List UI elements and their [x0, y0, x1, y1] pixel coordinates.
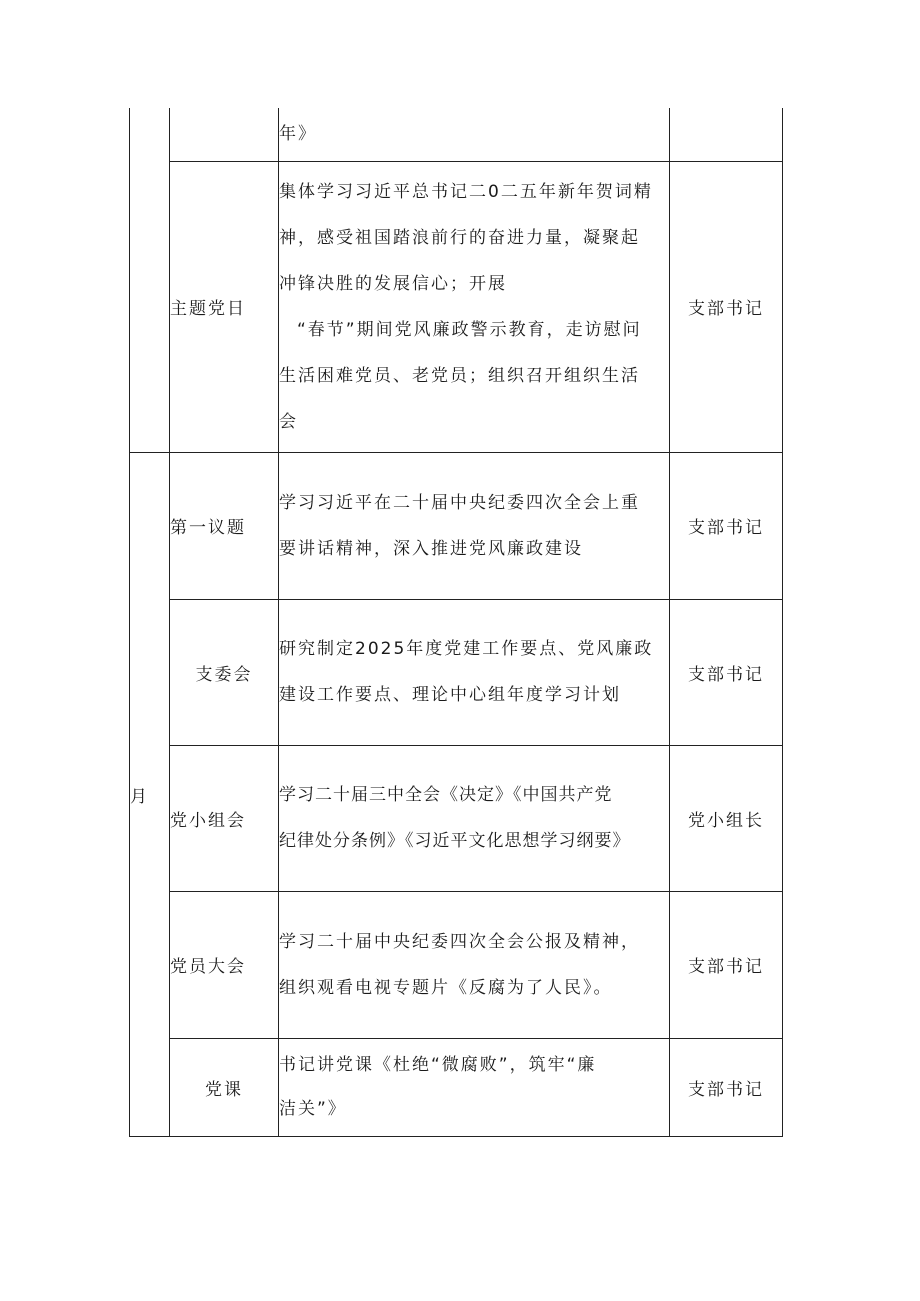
content-line: 学习二十届中央纪委四次全会公报及精神，	[279, 931, 640, 952]
responsible-cell: 党小组长	[670, 745, 783, 891]
content-line: “春节”期间党风廉政警示教育，走访慰问	[297, 319, 642, 340]
content-cell	[279, 745, 670, 891]
type-cell: 党课	[170, 1038, 279, 1136]
table-row	[130, 599, 783, 745]
responsible-cell: 支部书记	[670, 891, 783, 1038]
table-row	[130, 108, 783, 161]
table-row	[130, 452, 783, 599]
content-cell	[279, 161, 670, 452]
type-cell: 党小组会	[170, 745, 279, 891]
table-row	[130, 1038, 783, 1136]
month-cell-prev	[130, 108, 170, 452]
responsible-cell	[670, 108, 783, 161]
content-cell	[279, 891, 670, 1038]
responsible-cell: 支部书记	[670, 452, 783, 599]
responsible-cell: 支部书记	[670, 161, 783, 452]
table-row	[130, 745, 783, 891]
content-line: 冲锋决胜的发展信心；开展	[279, 273, 507, 294]
content-line: 纪律处分条例》《习近平文化思想学习纲要》	[279, 831, 631, 851]
type-cell	[170, 108, 279, 161]
content-line: 建设工作要点、理论中心组年度学习计划	[279, 685, 621, 705]
responsible-cell: 支部书记	[670, 599, 783, 745]
content-cell	[279, 452, 670, 599]
content-line: 书记讲党课《杜绝“微腐败”，筑牢“廉	[279, 1055, 597, 1075]
type-cell: 主题党日	[170, 161, 279, 452]
party-activity-plan-table	[129, 108, 783, 1137]
type-cell: 支委会	[170, 599, 279, 745]
month-cell: 月	[130, 452, 170, 1136]
content-line: 生活困难党员、老党员；组织召开组织生活	[279, 365, 640, 386]
content-line: 洁关”》	[279, 1099, 347, 1119]
content-line: 神，感受祖国踏浪前行的奋进力量，凝聚起	[279, 227, 640, 248]
type-cell: 第一议题	[170, 452, 279, 599]
content-line: 会	[279, 411, 298, 432]
responsible-cell: 支部书记	[670, 1038, 783, 1136]
content-cell	[279, 108, 670, 161]
content-line: 年》	[279, 124, 317, 145]
content-line: 研究制定2025年度党建工作要点、党风廉政	[279, 639, 654, 659]
table-row	[130, 891, 783, 1038]
table-row	[130, 161, 783, 452]
content-line: 要讲话精神，深入推进党风廉政建设	[279, 538, 583, 559]
content-cell	[279, 1038, 670, 1136]
content-line: 学习习近平在二十届中央纪委四次全会上重	[279, 492, 640, 513]
content-cell	[279, 599, 670, 745]
content-line: 集体学习习近平总书记二0二五年新年贺词精	[279, 181, 653, 202]
content-line: 组织观看电视专题片《反腐为了人民》。	[279, 977, 613, 998]
content-line: 学习二十届三中全会《决定》《中国共产党	[279, 785, 613, 805]
type-cell: 党员大会	[170, 891, 279, 1038]
